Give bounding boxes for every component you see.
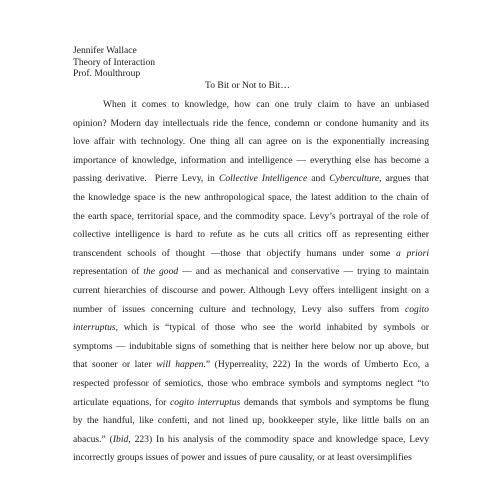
text-line [73,451,412,465]
text-run: representation of [73,266,144,278]
professor-name: Prof. Moulthroup [73,68,141,79]
text-run: the knowledge space is the new anthropological space, the latest addition to the chain of [73,192,429,203]
italic-text: the good [143,266,179,278]
text-line [73,284,429,298]
text-line [73,414,429,428]
text-line [73,303,429,317]
text-run: — and as mechanical and conservative — trying to maintain [178,266,429,278]
text-line [73,321,429,335]
italic-text: will happen. [156,359,206,371]
text-run: respected professor of semiotics, those who embrace symbols and symptoms neglect “to [73,378,429,389]
text-line [73,210,429,224]
text-line [73,154,429,168]
text-run: love affair with technology. One thing all can agree on is the exponentially increasing [73,136,429,148]
author-name: Jennifer Wallace [73,45,137,56]
text-line [73,228,429,242]
text-run: symptoms — indubitable signs of something that is neither here below nor up above, but [73,340,429,352]
text-run: and [307,173,330,185]
text-run: articulate equations, for [73,396,171,408]
text-run: When it comes to knowledge, how can one truly claim to have an unbiased [103,99,429,110]
italic-text: cogito interruptus [170,396,241,408]
text-line [73,396,429,410]
italic-text: interruptus [73,322,116,334]
text-line [73,135,429,149]
text-run: passing derivative. Pierre Levy, in [73,173,219,185]
text-run: opinion? Modern day intellectuals ride the fence, condemn or condone humanity and its [73,117,429,129]
text-line [73,247,429,261]
text-run: transcendent schools of thought —those that objectify humans under some [73,247,396,259]
header-block [73,45,155,80]
italic-text: Ibid, [112,433,131,445]
text-run: that sooner or later [73,359,157,371]
text-run: , which is “typical of those who see the world inhabited by symbols or [115,322,429,334]
italic-text: Collective Intelligence [218,173,308,185]
text-run: demands that symbols and symptoms be flung [240,396,429,408]
essay-title: To Bit or Not to Bit… [205,80,290,91]
text-line [73,433,429,447]
text-line [103,98,429,112]
text-run: incorrectly groups issues of power and issues of pure causality, or at least oversimplifies [73,452,412,464]
text-run: argues that [381,173,429,185]
text-run: current hierarchies of discourse and power. Although Levy offers intelligent insight on a [73,285,429,296]
text-run: 223) In his analysis of the commodity space and knowledge space, Levy [130,433,430,445]
text-run: number of issues concerning culture and technology, Levy also suffers from [73,303,405,315]
text-run: importance of knowledge, information and intelligence — everything else has become a [73,154,429,166]
text-run: collective intelligence is hard to refute as he cuts all critics off as representing either [73,229,429,241]
text-run: the earth space, territorial space, and the commodity space. Levy’s portrayal of the role of [73,210,429,222]
text-line [73,172,429,186]
text-line [73,117,429,131]
text-line [73,358,429,372]
text-run: ” (Hyperreality, 222) In the words of Umberto Eco, a [205,359,430,371]
text-run: abacus.” ( [73,433,113,445]
italic-text: cogito [405,303,429,315]
text-run: by the handful, like confetti, and not lined up, bookkeeper style, like little balls on an [73,415,429,427]
text-line [73,265,429,279]
italic-text: Cyberculture, [329,173,382,185]
text-line [73,377,429,391]
text-line [73,191,429,205]
text-line [73,340,429,354]
course-name: Theory of Interaction [73,56,156,68]
italic-text: a priori [395,247,429,259]
